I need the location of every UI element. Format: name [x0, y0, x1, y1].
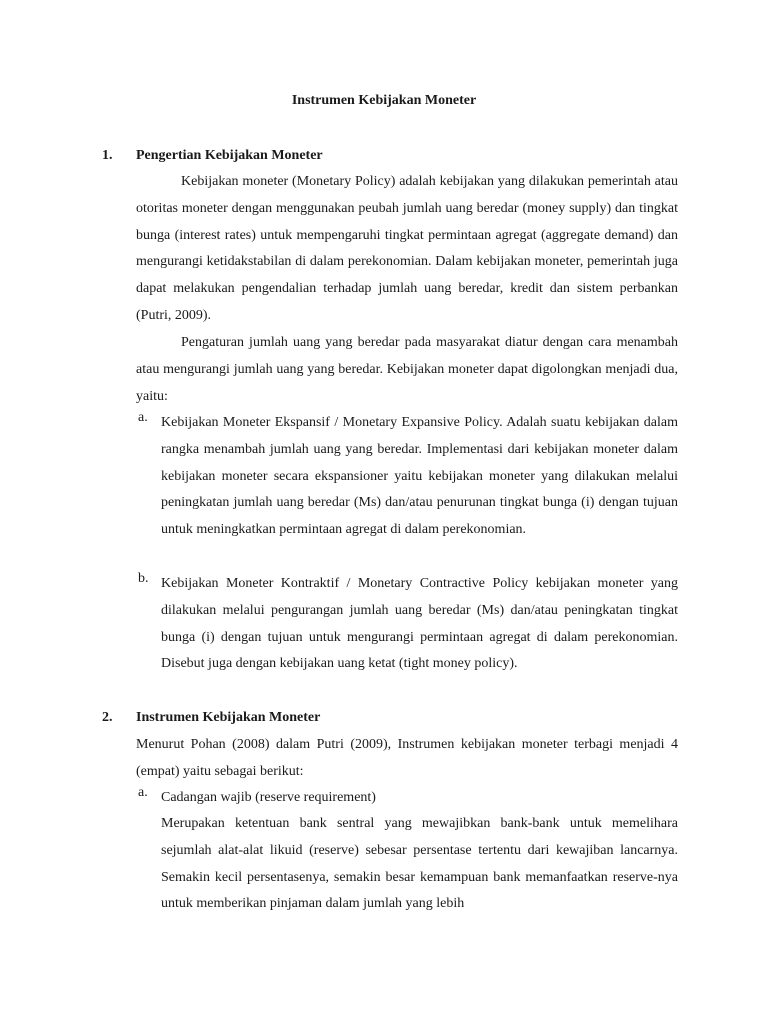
- section-1-heading: Pengertian Kebijakan Moneter: [136, 148, 323, 163]
- list-item-a-text: Kebijakan Moneter Ekspansif / Monetary Expansive Policy. Adalah suatu kebijakan dalam rangka menambah jumlah uang yang beredar. Implementasi dari kebijakan moneter dalam kebijakan moneter secara ekspansioner yaitu kebijakan moneter yang dilakukan melalui peningkatan jumlah uang beredar (Ms) dan/atau penurunan tingkat bunga (i) dengan tujuan untuk meningkatkan permintaan agregat di dalam perekonomian.: [161, 415, 678, 538]
- section-1-paragraph-1: Kebijakan moneter (Monetary Policy) adalah kebijakan yang dilakukan pemerintah atau otoritas moneter dengan menggunakan peubah jumlah uang beredar (money supply) dan tingkat bunga (interest rates) untuk mempengaruhi tingkat permintaan agregat (aggregate demand) dan mengurangi ketidakstabilan di dalam perekonomian. Dalam kebijakan moneter, pemerintah juga dapat melakukan pengendalian terhadap jumlah uang beredar, kredit dan sistem perbankan (Putri, 2009).: [136, 174, 678, 323]
- list-item-2a-title: Cadangan wajib (reserve requirement): [161, 790, 376, 805]
- section-1-paragraph-2: Pengaturan jumlah uang yang beredar pada masyarakat diatur dengan cara menambah atau mengurangi jumlah uang yang beredar. Kebijakan moneter dapat digolongkan menjadi dua, yaitu:: [136, 335, 678, 404]
- document-title: Instrumen Kebijakan Moneter: [291, 93, 477, 108]
- section-2-intro: Menurut Pohan (2008) dalam Putri (2009), Instrumen kebijakan moneter terbagi menjadi 4 (empat) yaitu sebagai berikut:: [136, 737, 678, 779]
- list-item-2a-marker: a.: [138, 785, 148, 800]
- list-item-b-marker: b.: [138, 571, 149, 586]
- section-2-number: 2.: [102, 710, 113, 725]
- section-1-number: 1.: [102, 148, 113, 163]
- list-item-2a-text: Merupakan ketentuan bank sentral yang mewajibkan bank-bank untuk memelihara sejumlah alat-alat likuid (reserve) sebesar persentase tertentu dari kewajiban lancarnya. Semakin kecil persentasenya, semakin besar kemampuan bank memanfaatkan reserve-nya untuk memberikan pinjaman dalam jumlah yang lebih: [161, 816, 678, 912]
- section-2-heading: Instrumen Kebijakan Moneter: [136, 710, 321, 725]
- list-item-a-marker: a.: [138, 410, 148, 425]
- list-item-b-text: Kebijakan Moneter Kontraktif / Monetary Contractive Policy kebijakan moneter yang dilakukan melalui pengurangan jumlah uang beredar (Ms) dan/atau peningkatan tingkat bunga (i) dengan tujuan untuk mengurangi permintaan agregat di dalam perekonomian. Disebut juga dengan kebijakan uang ketat (tight money policy).: [161, 576, 678, 672]
